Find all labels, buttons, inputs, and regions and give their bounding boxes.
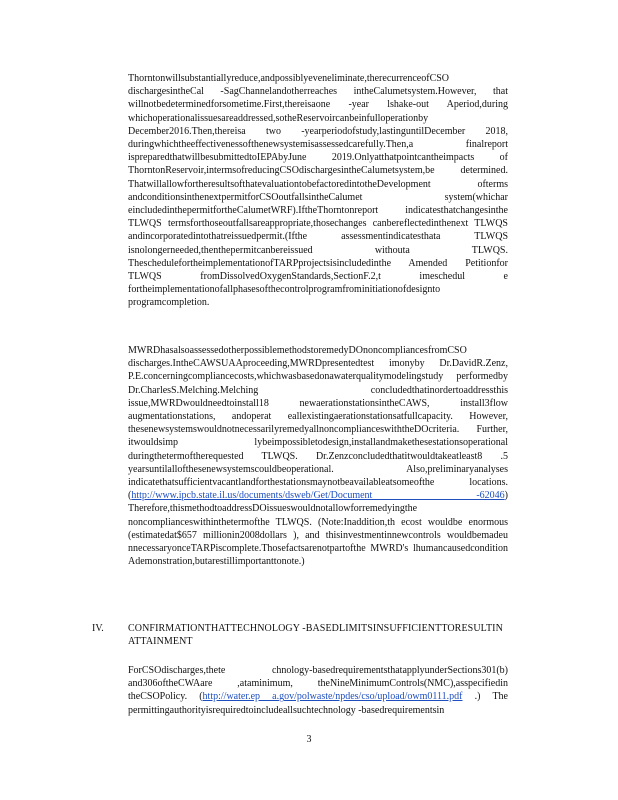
paragraph-text-before-link: MWRDhasalsoassessedotherpossiblemethodstoremedyDOnoncompliancesfromCSO discharges.IntheCAWSUAAproceeding,MWRDpresentedtest imonyby Dr.DavidR.Zenz, P.E.concerningcompliancecosts,whichwasbasedonawaterqualitymodelingstudy performedby Dr.CharlesS.Melching.Melching concludedthatinordertoaddressthis issue,MWRDwouldneedtoinstall18 newaerationstationsintheCAWS, install3flow augmentationstations, andoperat eallexistingaerationstationsatfullcapacity. However, thesenewsystemswouldnotnecessarilyremedyallnoncomplianceswiththeDOcriteria. Further, itwouldsimp lybeimpossibletodesign,installandmakethesestationsoperational duringthetermoftherequested TLWQS. Dr.Zenzconcludedthatitwouldtakeatleast8 .5 yearsuntilallofthesenewsystemscouldbeoperational. Also,preliminaryanalyses indicatethatsufficientvacantlandforthestationsmaynotbeavailableatsomeofthe locations. ( [128, 345, 508, 502]
paragraph-technology-requirements [128, 664, 508, 717]
page-number: 3 [306, 734, 312, 745]
paragraph-aeration-stations [128, 344, 508, 568]
paragraph-text: Thorntonwillsubstantiallyreduce,andpossiblyeveneliminate,therecurrenceofCSO dischargesintheCal -SagChannelandotherreaches intheCalumetsystem.However, that willnotbedeterminedforsometime.First,thereisaone -year lshake-out Aperiod,during whichoperationalissuesareaddressed,sotheReservoircanbeinfulloperationby December2016.Then,thereisa two -yearperiodofstudy,lastinguntilDecember 2018, duringwhichtheeffectivenessofthenewsystemisassessedcarefully.Then,a finalreport ispreparedthatwillbesubmittedtoIEPAbyJune 2019.Onlyatthatpointcantheimpacts of ThorntonReservoir,intermsofreducingCSOdischargesintheCalumetsystem,be determined. ThatwillallowfortheresultsofthatevaluationtobefactoredintotheDevelopment ofterms andconditionsinthenextpermitforCSOoutfallsintheCalumet system(whichar eincludedinthepermitfortheCalumetWRF).IftheThorntonreport indicatesthatchangesinthe TLWQS termsforthoseoutfallsareappropriate,thosechanges canbereflectedinthenext TLWQS andincorporatedintothatreissuedpermit.(Ifthe assessmentindicatesthata TLWQS isnolongerneeded,thenthepermitcanbereissued withouta TLWQS. TheschedulefortheimplementationofTARPprojectsisincludedinthe Amended Petitionfor TLWQS fromDissolvedOxygenStandards,SectionF.2,t imeschedul e fortheimplementationofallphasesofthecontrolprogramfrominitiationofdesignto programcompletion. [128, 73, 508, 309]
paragraph-thornton-reservoir [128, 72, 508, 310]
paragraph-content [128, 344, 508, 568]
paragraph-text-after-link: ) Therefore,thismethodtoaddressDOissueswouldnotallowforremedyingthe noncomplianceswithinthetermofthe TLWQS. (Note:Inaddition,th ecost wouldbe enormous (estimatedat$657 millionin2008dollars ), and thisinvestmentinnewcontrols wouldbemadeu nnecessaryonceTARPiscomplete.Thosefactsarenotpartofthe MWRD's lhumancausedcondition Ademonstration,butarestillimportanttonote.) [128, 490, 508, 568]
ipcb-document-link[interactable]: http://www.ipcb.state.il.us/documents/dsweb/Get/Document -62046 [131, 490, 505, 502]
section-heading: CONFIRMATIONTHATTECHNOLOGY -BASEDLIMITSINSUFFICIENTTORESULTIN ATTAINMENT [128, 623, 503, 648]
section-number: IV. [92, 623, 104, 634]
paragraph-text-after-link: .) The permittingauthorityisrequiredtoincludeallsuchtechnology -basedrequirementsin [128, 691, 508, 716]
epa-cso-policy-link[interactable]: http://water.ep a.gov/polwaste/npdes/cso/upload/owm0111.pdf [202, 691, 463, 703]
paragraph-text-before-link: ForCSOdischarges,thete chnology-basedrequirementsthatapplyunderSections301(b) and306oftheCWAare ,ataminimum, theNineMinimumControls(NMC),asspecifiedin theCSOPolicy. ( [128, 665, 508, 703]
paragraph-content [128, 664, 508, 717]
